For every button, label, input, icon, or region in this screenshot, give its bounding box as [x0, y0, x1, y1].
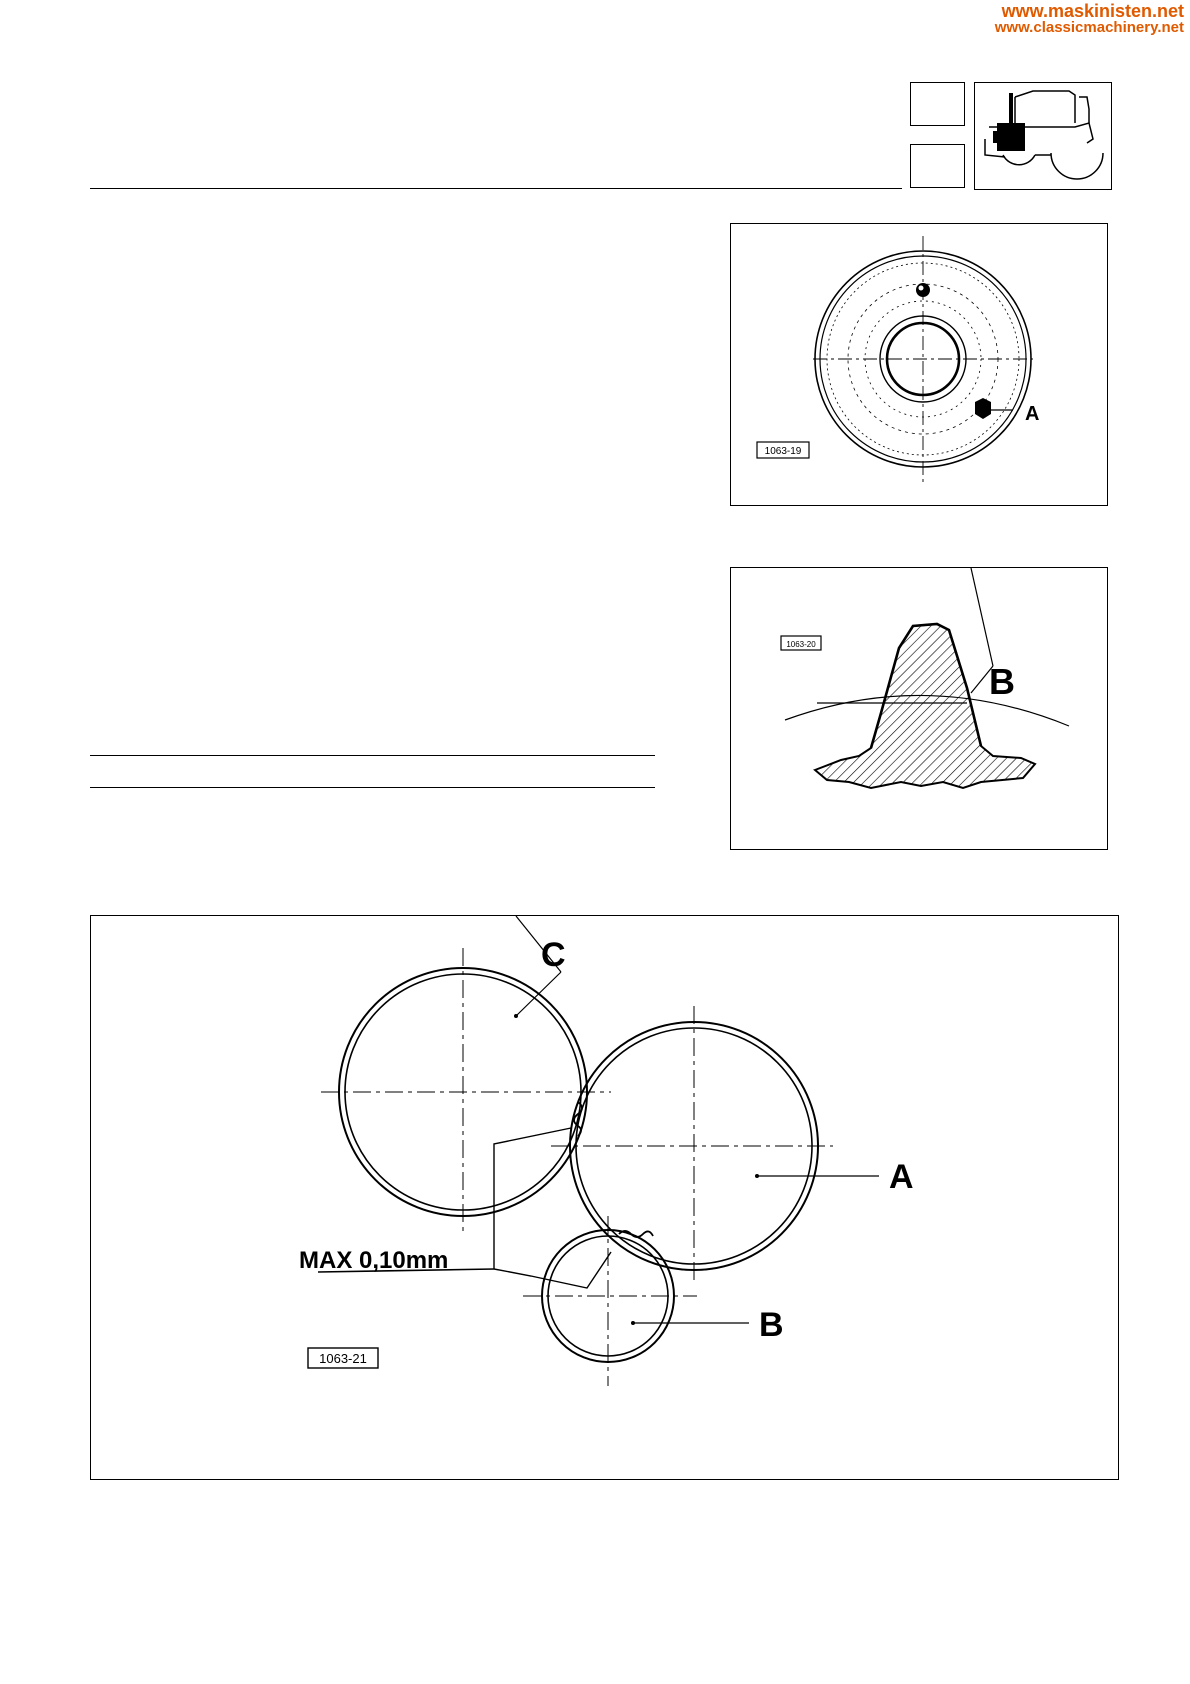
label-b: B [759, 1306, 784, 1344]
watermark-line-2: www.classicmachinery.net [994, 19, 1184, 36]
figure-1063-19 [730, 223, 1108, 506]
figure-1063-21 [90, 915, 1119, 1480]
text-rule-1 [90, 755, 655, 756]
label-b: B [989, 661, 1015, 702]
label-a: A [1025, 403, 1040, 425]
text-rule-2 [90, 787, 655, 788]
header-rule [90, 188, 902, 189]
section-box-bottom [910, 144, 965, 188]
figure-1063-20 [730, 567, 1108, 850]
label-c: C [541, 936, 566, 974]
watermark-line-1: www.maskinisten.net [1001, 1, 1184, 21]
section-box-top [910, 82, 965, 126]
figure-code: 1063-19 [764, 446, 802, 457]
figure-code: 1063-21 [319, 1351, 367, 1366]
max-backlash-label: MAX 0,10mm [299, 1247, 449, 1274]
figure-code: 1063-20 [786, 640, 816, 649]
label-a: A [889, 1158, 914, 1196]
tractor-engine-icon [974, 82, 1112, 190]
